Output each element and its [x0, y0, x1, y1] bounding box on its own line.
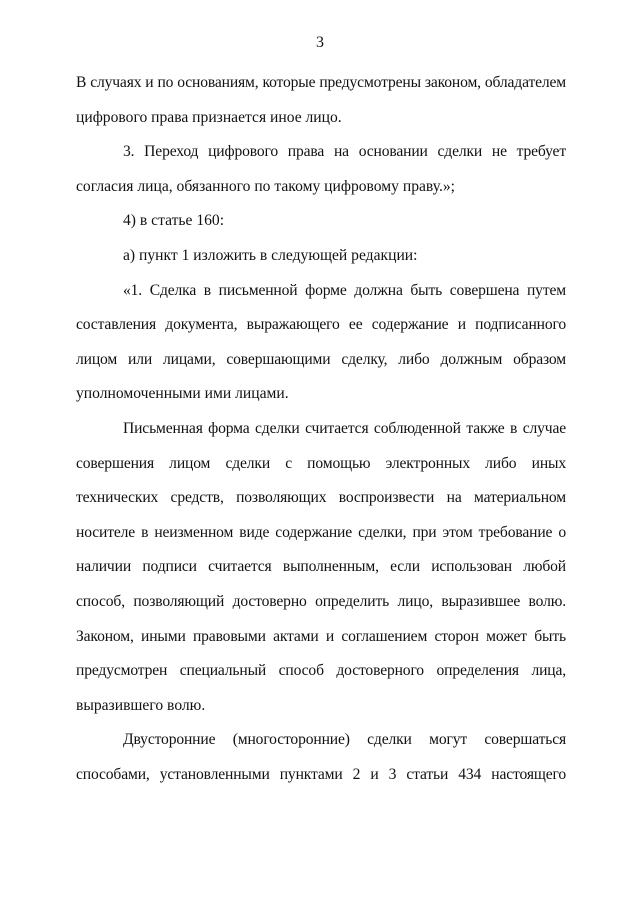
text-line: Двусторонние (многосторонние) сделки могут совершаться — [123, 731, 566, 749]
text-line: лицом или лицами, совершающими сделку, либо должным образом — [76, 350, 566, 368]
text-line: выразившего волю. — [76, 696, 206, 714]
text-line: совершения лицом сделки с помощью электронных либо иных — [76, 454, 566, 472]
document-body — [76, 66, 566, 792]
text-line: носителе в неизменном виде содержание сделки, при этом требование о — [76, 523, 566, 541]
text-line: составления документа, выражающего ее содержание и подписанного — [76, 316, 566, 334]
text-line: Письменная форма сделки считается соблюденной также в случае — [123, 419, 566, 437]
text-line: наличии подписи считается выполненным, если использован любой — [76, 558, 566, 576]
text-line: предусмотрен специальный способ достоверного определения лица, — [76, 662, 566, 680]
text-line: технических средств, позволяющих воспроизвести на материальном — [76, 489, 566, 507]
text-line: В случаях и по основаниям, которые предусмотрены законом, обладателем — [76, 74, 566, 91]
text-line: а) пункт 1 изложить в следующей редакции: — [123, 246, 418, 264]
text-line: «1. Сделка в письменной форме должна быть совершена путем — [123, 281, 566, 299]
page-number: 3 — [316, 34, 324, 51]
text-line: уполномоченными ими лицами. — [76, 385, 289, 403]
text-line: способ, позволяющий достоверно определить лицо, выразившее волю. — [76, 592, 566, 610]
text-line: 3. Переход цифрового права на основании сделки не требует — [123, 143, 566, 161]
text-line: цифрового права признается иное лицо. — [76, 108, 342, 126]
text-line: Законом, иными правовыми актами и соглашением сторон может быть — [76, 627, 566, 645]
text-line: согласия лица, обязанного по такому цифровому праву.»; — [76, 177, 456, 195]
text-line: способами, установленными пунктами 2 и 3 статьи 434 настоящего — [76, 765, 566, 783]
text-line: 4) в статье 160: — [123, 212, 225, 230]
